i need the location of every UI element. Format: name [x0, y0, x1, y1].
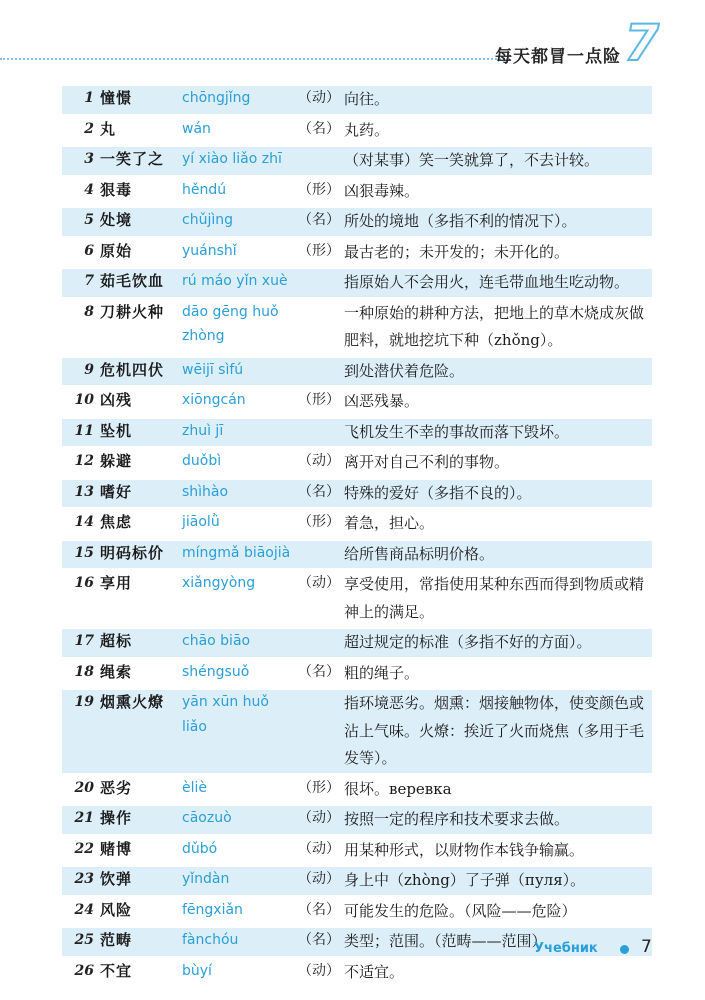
vocab-row [62, 300, 652, 355]
vocab-definition: 一种原始的耕种方法，把地上的草木烧成灰做肥料，就地挖坑下种（zhǒng）。 [344, 303, 645, 349]
page-number: 7 [641, 937, 652, 957]
vocab-part-of-speech: （形） [298, 242, 340, 259]
vocab-number: 25 [74, 932, 94, 948]
vocab-number: 7 [84, 273, 94, 289]
vocab-row [62, 419, 652, 447]
vocab-word: 嗜好 [100, 482, 133, 501]
vocab-pinyin: wán [182, 120, 211, 137]
vocab-pinyin: chōngjǐng [182, 90, 251, 106]
vocab-part-of-speech: （动） [298, 90, 340, 106]
vocab-word: 一笑了之 [100, 150, 165, 168]
vocab-pinyin: fēngxiǎn [182, 901, 243, 918]
vocab-pinyin: xiōngcán [182, 392, 246, 408]
vocab-number: 13 [74, 483, 94, 500]
vocab-row [62, 510, 652, 538]
vocab-pinyin: èliè [182, 779, 208, 796]
vocab-number: 5 [84, 212, 94, 228]
vocab-part-of-speech: （形） [298, 779, 340, 796]
vocab-row [62, 959, 652, 987]
vocab-word: 憧憬 [100, 89, 133, 107]
vocab-pinyin: shéngsuǒ [182, 663, 250, 680]
vocab-pinyin: wēijī sìfú [182, 361, 244, 378]
vocab-part-of-speech: （形） [298, 392, 340, 408]
vocab-row [62, 541, 652, 569]
vocab-number: 17 [74, 633, 94, 649]
vocab-number: 8 [84, 303, 94, 320]
vocab-definition: 类型；范围。（范畴——范围） [344, 932, 547, 950]
vocab-row [62, 449, 652, 477]
vocab-part-of-speech: （形） [298, 514, 340, 530]
vocab-pinyin: yuánshǐ [182, 242, 237, 259]
vocab-number: 10 [74, 392, 94, 408]
vocab-pinyin: cāozuò [182, 810, 232, 826]
vocab-pinyin: chǔjìng [182, 212, 233, 228]
vocab-word: 范畴 [100, 931, 133, 949]
vocab-row [62, 117, 652, 145]
vocab-pinyin: yǐndàn [182, 871, 230, 887]
vocab-pinyin: dāo gēng huǒ zhòng [182, 303, 279, 344]
vocabulary-list [62, 86, 652, 989]
vocab-definition: 向往。 [344, 90, 390, 108]
vocab-number: 21 [74, 810, 94, 826]
vocab-word: 原始 [100, 241, 133, 260]
vocab-part-of-speech: （动） [298, 962, 340, 979]
vocab-definition: 享受使用，常指使用某种东西而得到物质或精神上的满足。 [344, 575, 645, 621]
vocab-number: 14 [74, 514, 94, 530]
vocab-word: 坠机 [100, 421, 133, 440]
vocab-definition: 指原始人不会用火，连毛带血地生吃动物。 [344, 273, 630, 291]
vocab-definition: 着急，担心。 [344, 514, 435, 532]
vocab-definition: 身上中（zhòng）了子弹（пуля）。 [344, 871, 586, 889]
vocab-word: 风险 [100, 900, 133, 919]
vocab-row [62, 239, 652, 267]
vocab-definition: 到处潜伏着危险。 [344, 361, 465, 380]
vocab-pinyin: jiāolǜ [182, 514, 220, 530]
vocab-row [62, 571, 652, 626]
vocab-word: 不宜 [100, 961, 133, 980]
vocab-part-of-speech: （动） [298, 840, 340, 857]
vocab-number: 1 [84, 90, 94, 106]
vocab-word: 绳索 [100, 662, 133, 681]
vocab-word: 焦虑 [100, 513, 133, 531]
chapter-number: 7 [624, 14, 659, 72]
vocab-number: 12 [74, 453, 94, 469]
vocab-number: 23 [74, 871, 94, 887]
vocab-definition: 超过规定的标准（多指不好的方面）。 [344, 633, 592, 651]
vocab-row [62, 660, 652, 688]
vocab-pinyin: shìhào [182, 483, 229, 500]
vocab-word: 操作 [100, 809, 133, 827]
page-header [0, 0, 705, 80]
vocab-part-of-speech: （名） [298, 932, 340, 948]
vocab-number: 11 [74, 422, 94, 439]
vocab-number: 19 [74, 694, 94, 710]
vocab-part-of-speech: （形） [298, 181, 340, 198]
vocab-definition: 飞机发生不幸的事故而落下毁坏。 [344, 422, 570, 441]
vocab-word: 处境 [100, 211, 133, 229]
vocab-word: 危机四伏 [100, 360, 165, 379]
vocab-part-of-speech: （动） [298, 575, 340, 591]
vocab-number: 18 [74, 663, 94, 680]
vocab-pinyin: yān xūn huǒ liǎo [182, 694, 269, 735]
vocab-word: 茹毛饮血 [100, 272, 165, 290]
vocab-pinyin: xiǎngyòng [182, 575, 256, 591]
vocab-definition: 可能发生的危险。（风险——危险） [344, 901, 577, 920]
vocab-row [62, 898, 652, 926]
footer-bullet-icon [620, 945, 629, 954]
vocab-word: 饮弹 [100, 870, 133, 888]
vocab-pinyin: duǒbì [182, 453, 222, 469]
vocab-pinyin: dǔbó [182, 840, 218, 857]
vocab-definition: 粗的绳子。 [344, 663, 420, 682]
vocab-pinyin: míngmǎ biāojià [182, 544, 291, 561]
vocab-row [62, 208, 652, 236]
vocab-part-of-speech: （动） [298, 810, 340, 826]
vocab-row [62, 358, 652, 386]
vocab-row [62, 388, 652, 416]
vocab-number: 20 [74, 779, 94, 796]
vocab-word: 烟熏火燎 [100, 693, 165, 711]
vocab-number: 16 [74, 575, 94, 591]
vocab-definition: 给所售商品标明价格。 [344, 544, 495, 563]
vocab-number: 24 [74, 901, 94, 918]
vocab-word: 丸 [100, 119, 117, 138]
footer-label: Учебник [534, 941, 598, 956]
vocab-definition: 按照一定的程序和技术要求去做。 [344, 810, 570, 828]
vocab-row [62, 269, 652, 297]
vocab-definition: （对某事）笑一笑就算了，不去计较。 [344, 151, 600, 169]
vocab-definition: 用某种形式，以财物作本钱争输赢。 [344, 840, 585, 859]
header-dotted-line [0, 58, 508, 60]
vocab-word: 躲避 [100, 452, 133, 470]
vocab-part-of-speech: （名） [298, 663, 340, 680]
vocab-word: 恶劣 [100, 778, 133, 797]
vocab-definition: 所处的境地（多指不利的情况下）。 [344, 212, 577, 230]
vocab-word: 明码标价 [100, 543, 165, 562]
vocab-definition: 指环境恶劣。烟熏：烟接触物体，使变颜色或沾上气味。火燎：挨近了火而烧焦（多用于毛发等）。 [344, 694, 645, 767]
vocab-word: 赌博 [100, 839, 133, 858]
vocab-row [62, 806, 652, 834]
vocab-pinyin: yí xiào liǎo zhī [182, 151, 282, 167]
vocab-number: 4 [84, 181, 94, 198]
vocab-row [62, 629, 652, 657]
vocab-part-of-speech: （名） [298, 120, 340, 137]
vocab-part-of-speech: （名） [298, 901, 340, 918]
vocab-row [62, 147, 652, 175]
vocab-number: 9 [84, 361, 94, 378]
vocab-row [62, 86, 652, 114]
vocab-part-of-speech: （动） [298, 871, 340, 887]
vocab-definition: 很坏。веревка [344, 779, 452, 798]
vocab-row [62, 690, 652, 773]
vocab-definition: 特殊的爱好（多指不良的）。 [344, 483, 532, 502]
vocab-definition: 最古老的；未开发的；未开化的。 [344, 242, 570, 261]
vocab-word: 享用 [100, 574, 133, 592]
vocab-word: 凶残 [100, 391, 133, 409]
vocab-number: 3 [84, 151, 94, 167]
vocab-number: 22 [74, 840, 94, 857]
vocab-definition: 凶恶残暴。 [344, 392, 420, 410]
vocab-row [62, 837, 652, 865]
vocab-pinyin: fànchóu [182, 932, 239, 948]
vocab-row [62, 776, 652, 804]
vocab-pinyin: bùyí [182, 962, 212, 979]
vocab-part-of-speech: （动） [298, 453, 340, 469]
vocab-row [62, 178, 652, 206]
vocab-row [62, 867, 652, 895]
vocab-word: 狠毒 [100, 180, 133, 199]
vocab-pinyin: zhuì jī [182, 422, 224, 439]
chapter-title: 每天都冒一点险 [495, 47, 621, 67]
vocab-definition: 不适宜。 [344, 962, 405, 981]
vocab-part-of-speech: （名） [298, 212, 340, 228]
vocab-word: 超标 [100, 632, 133, 650]
vocab-definition: 丸药。 [344, 120, 390, 139]
vocab-number: 15 [74, 544, 94, 561]
vocab-definition: 离开对自己不利的事物。 [344, 453, 510, 471]
vocab-pinyin: rú máo yǐn xuè [182, 273, 288, 289]
vocab-word: 刀耕火种 [100, 302, 165, 321]
vocab-part-of-speech: （名） [298, 483, 340, 500]
vocab-definition: 凶狠毒辣。 [344, 181, 420, 200]
vocab-number: 6 [84, 242, 94, 259]
vocab-number: 2 [84, 120, 94, 137]
vocab-pinyin: chāo biāo [182, 633, 251, 649]
vocab-row [62, 480, 652, 508]
vocab-pinyin: hěndú [182, 181, 227, 198]
vocab-number: 26 [74, 962, 94, 979]
